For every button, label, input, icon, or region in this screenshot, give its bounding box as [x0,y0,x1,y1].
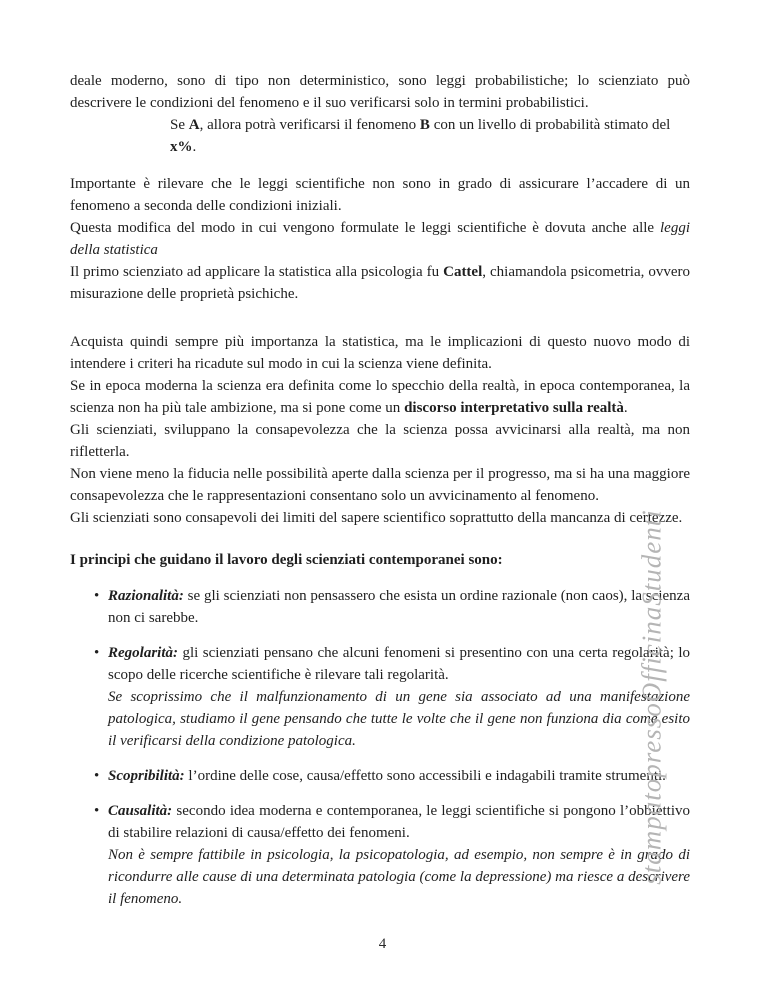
bullet-item-regolarita [70,642,690,752]
formula-variable-a: A [188,117,200,133]
bullet-item-causalita [70,800,690,910]
formula-text: con un livello di probabilità stimato del [429,117,671,133]
page-body [70,70,690,910]
bullet-body [108,765,690,787]
formula-variable-x: x% [170,139,193,155]
bullet-item-razionalita [70,585,690,629]
paragraph-text: Se in epoca moderna la scienza era definita come lo specchio della realtà, in epoca contemporanea, la scienza non ha più tale ambizione, ma si pone come un [70,378,690,416]
paragraph-text: Il primo scienziato ad applicare la statistica alla psicologia fu [70,264,444,280]
bullet-text: gli scienziati pensano che alcuni fenomeni si presentino con una certa regolarità; lo scopo delle ricerche scientifiche è rilevare tali regolarità. [108,645,690,683]
formula-text: Se [170,117,189,133]
bullet-term: Regolarità: [108,645,178,661]
name-cattel: Cattel [443,264,483,280]
paragraph-text: Questa modifica del modo in cui vengono formulate le leggi scientifiche è dovuta anche alle [70,220,660,236]
print-watermark: stampatopressoOfficinaStudenti [636,509,667,885]
formula-variable-b: B [419,117,430,133]
paragraph-text: . [623,400,628,416]
bullet-body [108,585,690,629]
paragraph: Gli scienziati, sviluppano la consapevolezza che la scienza possa avvicinarsi alla realtà, ma non rifletterla. [70,422,690,460]
bullet-text: se gli scienziati non pensassero che esista un ordine razionale (non caos), la scienza non ci sarebbe. [108,588,690,626]
bullet-note-example: Se scoprissimo che il malfunzionamento di un gene sia associato ad una manifestazione patologica, studiamo il gene pensando che tutte le volte che il gene non funziona dia come esito il verificarsi della condizione patologica. [108,689,690,749]
bullet-body [108,642,690,752]
bullet-marker: • [94,645,100,661]
bullet-body [108,800,690,910]
bullet-marker: • [94,588,100,604]
page-number: 4 [378,936,387,952]
paragraph: Importante è rilevare che le leggi scientifiche non sono in grado di assicurare l’accadere di un fenomeno a seconda delle condizioni iniziali. [70,176,690,214]
bullet-term: Scopribilità: [108,768,185,784]
paragraph-text: , chiamandola psicometria, ovvero misurazione delle proprietà psichiche. [70,264,690,302]
principles-heading: I principi che guidano il lavoro degli scienziati contemporanei sono: [70,552,503,568]
paragraph [70,217,690,261]
bullet-text: secondo idea moderna e contemporanea, le leggi scientifiche si pongono l’obbiettivo di stabilire relazioni di causa/effetto dei fenomeni. [108,803,690,841]
bullet-text: l’ordine delle cose, causa/effetto sono accessibili e indagabili tramite strumenti. [184,768,666,784]
paragraph: Acquista quindi sempre più importanza la statistica, ma le implicazioni di questo nuovo modo di intendere i criteri ha ricadute sul modo in cui la scienza viene definita. [70,334,690,372]
probability-formula-line [70,114,690,158]
emphasis-laws-of-statistics: leggi della statistica [70,220,690,258]
bullet-term: Razionalità: [108,588,184,604]
paragraph-intro: deale moderno, sono di tipo non deterministico, sono leggi probabilistiche; lo scienziato può descrivere le condizioni del fenomeno e il suo verificarsi solo in termini probabilistici. [70,73,690,111]
formula-text: , allora potrà verificarsi il fenomeno [199,117,420,133]
bullet-term: Causalità: [108,803,173,819]
bullet-marker: • [94,803,100,819]
paragraph [70,261,690,305]
paragraph [70,375,690,419]
paragraph: Gli scienziati sono consapevoli dei limiti del sapere scientifico soprattutto della mancanza di certezze. [70,510,683,526]
emphasis-interpretive-discourse: discorso interpretativo sulla realtà [404,400,624,416]
formula-text: . [192,139,197,155]
bullet-item-scopribilita [70,765,690,787]
bullet-note-example: Non è sempre fattibile in psicologia, la psicopatologia, ad esempio, non sempre è in grado di ricondurre alle cause di una determinata patologia (come la depressione) ma riesce a descrivere il fenomeno. [108,847,690,907]
principles-bullet-list [70,585,690,910]
section-science-redefined [70,331,690,529]
section-laws-statistics [70,173,690,305]
bullet-marker: • [94,768,100,784]
paragraph: Non viene meno la fiducia nelle possibilità aperte dalla scienza per il progresso, ma si ha una maggiore consapevolezza che le rappresentazioni consentano solo un avvicinamento al fenomeno. [70,466,690,504]
